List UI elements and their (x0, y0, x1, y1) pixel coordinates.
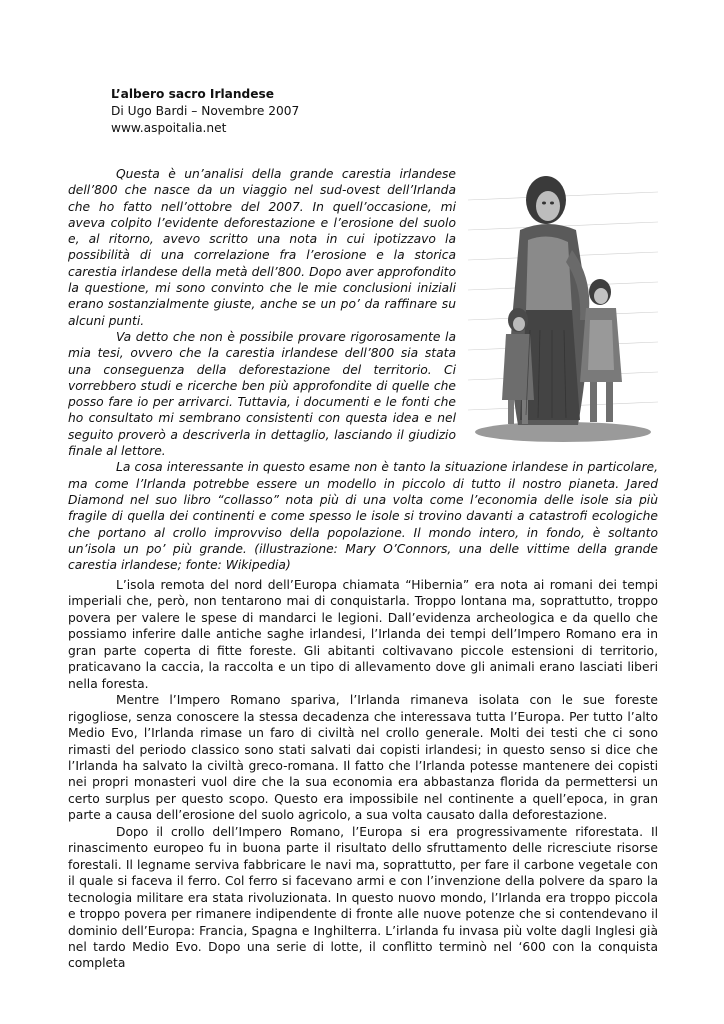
intro-paragraph: Va detto che non è possibile provare rigorosamente la mia tesi, ovvero che la carestia irlandese dell’800 sia stata una conseguenza della deforestazione del territorio. Ci vorrebbero studi e ricerche ben più approfondite di quelle che posso fare io per arrivarci. Tuttavia, i documenti e le fonti che ho consultato mi sembrano consistenti con questa idea e nel seguito proverò a descriverla in dettaglio, lasciando il giudizio finale al lettore. (68, 329, 456, 459)
intro-paragraph: Questa è un’analisi della grande carestia irlandese dell’800 che nasce da un viaggio nel sud-ovest dell’Irlanda che ho fatto nell’ottobre del 2007. In quell’occasione, mi aveva colpito l’evidente deforestazione e l’erosione del suolo e, al ritorno, avevo scritto una nota in cui ipotizzavo la possibilità di una correlazione fra l’erosione e la storica carestia irlandese della metà dell’800. Dopo aver approfondito la questione, mi sono convinto che le mie conclusioni iniziali erano sostanzialmente giuste, anche se un po’ da raffinare su alcuni punti. (68, 167, 456, 328)
byline: Di Ugo Bardi – Novembre 2007 (111, 104, 300, 118)
body-paragraph: Mentre l’Impero Romano spariva, l’Irlanda rimaneva isolata con le sue foreste rigogliose, senza conoscere la stessa decadenza che interessava tutta l’Europa. Per tutto l’alto Medio Evo, l’Irlanda rimase un faro di civiltà nel crollo generale. Molti dei testi che ci sono rimasti del periodo classico sono stati salvati dai copisti irlandesi; in questo senso si dice che l’Irlanda ha salvato la civiltà greco-romana. Il fatto che l’Irlanda potesse mantenere dei copisti nei propri monasteri vuol dire che la sua economia era abbastanza florida da permettersi un certo surplus per questo scopo. Questo era impossibile nel continente a quell’epoca, in gran parte a causa dell’erosione del suolo agricolo, a sua volta causato dalla deforestazione. (68, 693, 658, 823)
document-title: L’albero sacro Irlandese (111, 87, 275, 101)
famine-illustration (468, 170, 658, 445)
body-paragraph: L’isola remota del nord dell’Europa chiamata “Hibernia” era nota ai romani dei tempi imperiali che, però, non tentarono mai di conquistarla. Troppo lontana ma, soprattutto, troppo povera per valere le spese di mandarci le legioni. Dall’evidenza archeologica e da quello che possiamo inferire dalle antiche saghe irlandesi, l’Irlanda dei tempi dell’Impero Romano era in gran parte coperta di fitte foreste. Gli abitanti coltivavano piccole estensioni di territorio, praticavano la caccia, la raccolta e un tipo di allevamento dove gli animali erano lasciati liberi nella foresta. (68, 578, 658, 691)
body-text (68, 577, 658, 972)
body-paragraph: Dopo il crollo dell’Impero Romano, l’Europa si era progressivamente riforestata. Il rinascimento europeo fu in buona parte il risultato dello sfruttamento delle ricresciute risorse forestali. Il legname serviva fabbricare le navi ma, soprattutto, per fare il carbone vegetale con il quale si faceva il ferro. Col ferro si facevano armi e con l’invenzione della polvere da sparo la tecnologia militare era stata rivoluzionata. In questo nuovo mondo, l’Irlanda era troppo piccola e troppo povera per rimanere indipendente di fronte alle nuove potenze che si contendevano il dominio dell’Europa: Francia, Spagna e Inghilterra. L’irlanda fu invasa più volte dagli Inglesi già nel tardo Medio Evo. Dopo una serie di lotte, il conflitto terminò nel ‘600 con la conquista completa (68, 824, 658, 971)
intro-abstract (68, 166, 658, 573)
engraving-icon (468, 170, 658, 445)
document-header (111, 86, 299, 137)
website: www.aspoitalia.net (111, 121, 227, 135)
intro-paragraph: La cosa interessante in questo esame non è tanto la situazione irlandese in particolare, ma come l’Irlanda potrebbe essere un modello in piccolo di tutto il nostro pianeta. Jared Diamond nel suo libro “collasso” nota più di una volta come l’economia delle isole sia più fragile di quella dei continenti e come spesso le isole si trovino davanti a catastrofi ecologiche che portano al crollo improvviso della popolazione. Il mondo intero, in fondo, è soltanto un’isola un po’ più grande. (illustrazione: Mary O’Connors, una delle vittime della grande carestia irlandese; fonte: Wikipedia) (68, 460, 658, 573)
